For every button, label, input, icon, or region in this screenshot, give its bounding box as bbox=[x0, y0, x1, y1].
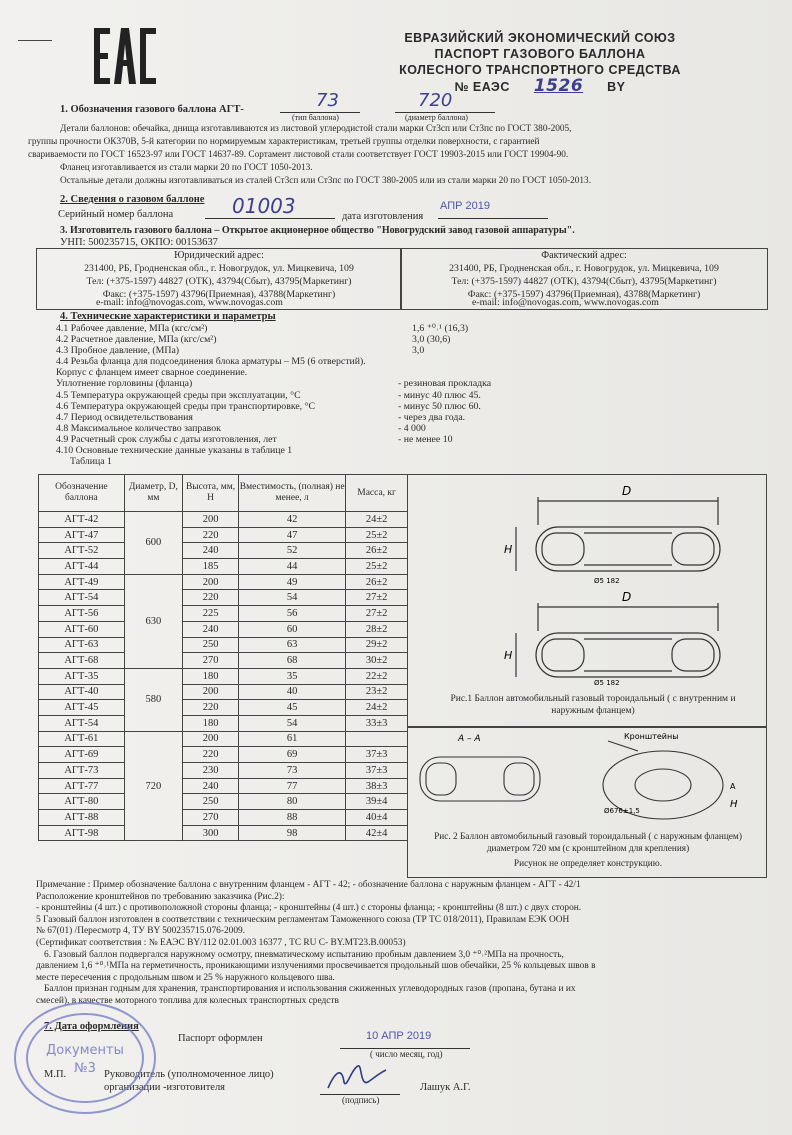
figure2-box bbox=[407, 726, 767, 878]
cell-designation: АГТ-80 bbox=[39, 794, 125, 810]
serial-number: 01003 bbox=[232, 194, 296, 218]
cell-capacity: 47 bbox=[239, 527, 346, 543]
cell-height: 220 bbox=[183, 527, 239, 543]
label-d-top: D bbox=[622, 484, 632, 498]
cell-capacity: 98 bbox=[239, 825, 346, 841]
table-row bbox=[39, 590, 408, 606]
cell-designation: АГТ-54 bbox=[39, 590, 125, 606]
cell-capacity: 63 bbox=[239, 637, 346, 653]
cell-height: 230 bbox=[183, 763, 239, 779]
tech-item-value: - резиновая прокладка bbox=[398, 378, 492, 390]
label-flange-bottom: Ø5 182 bbox=[594, 679, 620, 685]
cell-designation: АГТ-60 bbox=[39, 621, 125, 637]
tech-item bbox=[56, 422, 536, 433]
header-vehicle: КОЛЕСНОГО ТРАНСПОРТНОГО СРЕДСТВА bbox=[399, 63, 681, 77]
manufacture-date-label: дата изготовления bbox=[342, 211, 424, 222]
cell-designation: АГТ-54 bbox=[39, 715, 125, 731]
table-row bbox=[39, 527, 408, 543]
cell-mass bbox=[346, 731, 408, 747]
tech-item bbox=[56, 344, 536, 355]
cell-mass: 38±3 bbox=[346, 778, 408, 794]
note-line: - кронштейны (4 шт.) с противоположной стороны фланца; - кронштейны (4 шт.) с стороны фланца; - кронштейны (8 шт.) с двух сторон. bbox=[36, 903, 582, 914]
cell-height: 185 bbox=[183, 559, 239, 575]
table-row bbox=[39, 668, 408, 684]
unp-okpo: УНП: 500235715, ОКПО: 00153637 bbox=[60, 237, 218, 248]
legal-address-box: Юридический адрес: 231400, РБ, Гродненская обл., г. Новогрудок, ул. Мицкевича, 109 Тел: (+375-1597) 44827 (ОТК), 43794(Сбыт), 43795(Маркетинг) Факс: (+375-1597) 43796(Приемная), 43788(Маркетинг) bbox=[36, 248, 402, 310]
cell-designation: АГТ-42 bbox=[39, 512, 125, 528]
table-row bbox=[39, 763, 408, 779]
cell-diameter: 580 bbox=[124, 668, 182, 731]
cell-designation: АГТ-98 bbox=[39, 825, 125, 841]
tech-item bbox=[56, 389, 536, 400]
cell-mass: 24±2 bbox=[346, 700, 408, 716]
signature-caption: (подпись) bbox=[342, 1095, 380, 1105]
tech-item bbox=[56, 411, 536, 422]
tech-item bbox=[56, 444, 536, 455]
cell-height: 225 bbox=[183, 606, 239, 622]
cell-height: 220 bbox=[183, 700, 239, 716]
figure1-drawing bbox=[408, 475, 766, 685]
table-header-3: Вместимость, (полная) не менее, л bbox=[239, 475, 346, 512]
cell-designation: АГТ-35 bbox=[39, 668, 125, 684]
cell-mass: 40±4 bbox=[346, 810, 408, 826]
cell-capacity: 69 bbox=[239, 747, 346, 763]
label-bracket: Кронштейны bbox=[624, 732, 679, 741]
cell-mass: 27±2 bbox=[346, 606, 408, 622]
cell-height: 300 bbox=[183, 825, 239, 841]
cell-designation: АГТ-49 bbox=[39, 574, 125, 590]
table-row bbox=[39, 684, 408, 700]
eac-logo bbox=[92, 26, 158, 86]
tech-item bbox=[56, 355, 536, 366]
table-row bbox=[39, 747, 408, 763]
figure2-drawing bbox=[408, 727, 766, 827]
label-section-aa: А – А bbox=[458, 734, 481, 744]
header-union: ЕВРАЗИЙСКИЙ ЭКОНОМИЧЕСКИЙ СОЮЗ bbox=[404, 31, 676, 45]
legal-email: e-mail: info@novogas.com, www.novogas.com bbox=[96, 297, 283, 308]
cell-designation: АГТ-52 bbox=[39, 543, 125, 559]
figure2-note: Рисунок не определяет конструкцию. bbox=[513, 859, 663, 869]
cell-height: 220 bbox=[183, 747, 239, 763]
tech-item bbox=[56, 333, 536, 344]
cell-diameter: 720 bbox=[124, 731, 182, 841]
actual-address-box: Фактический адрес: 231400, РБ, Гродненская обл., г. Новогрудок, ул. Мицкевича, 109 Тел: (+375-1597) 44827 (ОТК), 43794(Сбыт), 43795(Маркетинг) Факс: (+375-1597) 43796(Приемная), 43788(Маркетинг) bbox=[400, 248, 768, 310]
cylinder-type-caption: (тип баллона) bbox=[292, 113, 339, 122]
label-h-bottom: H bbox=[504, 649, 513, 662]
legal-address-title: Юридический адрес: bbox=[174, 250, 264, 261]
section2-title: 2. Сведения о газовом баллоне bbox=[60, 194, 205, 205]
table-row bbox=[39, 825, 408, 841]
section1-details: Детали баллонов: обечайка, днища изготавливаются из листовой углеродистой стали марки Ст3сп или Ст3пс по ГОСТ 380-2005, группы прочности ОК370В, 5-й категории по нормируемым характеристикам, третьей группы отделки поверхности, с гарантией свариваемости по ГОСТ 16523-97 или ГОСТ 14637-89. Сортамент листовой стали соответствует ГОСТ 19903-2015 или ГОСТ 19904-90. Фланец изготавливается из стали марки 20 по ГОСТ 1050-2013. Остальные детали должны изготавливаться из сталей Ст3сп или Ст3пс по ГОСТ 380-2005 или из стали марки 20 по ГОСТ 1050-2013. bbox=[28, 124, 592, 186]
table-row bbox=[39, 543, 408, 559]
cell-height: 200 bbox=[183, 574, 239, 590]
cell-mass: 29±2 bbox=[346, 637, 408, 653]
cell-mass: 25±2 bbox=[346, 527, 408, 543]
section1-title: 1. Обозначения газового баллона АГТ- bbox=[60, 104, 244, 115]
signature bbox=[322, 1060, 392, 1096]
tech-item-label: 4.4 Резьба фланца для подсоединения блока арматуры – М5 (6 отверстий). bbox=[56, 356, 366, 368]
note-line: 5 Газовый баллон изготовлен в соответствии с техническим регламентам Таможенного союза (ТР ТС 018/2011), Правилам ЕЭК ООН bbox=[36, 914, 570, 925]
table-header-1: Диаметр, D, мм bbox=[124, 475, 182, 512]
tech-item-value: - через два года. bbox=[398, 411, 466, 423]
tech-item-label: 4.8 Максимальное количество заправок bbox=[56, 422, 221, 434]
tech-item-label: 4.10 Основные технические данные указаны в таблице 1 bbox=[56, 445, 293, 457]
table-row bbox=[39, 637, 408, 653]
tech-item-label: Таблица 1 bbox=[70, 456, 112, 468]
cylinder-diameter-caption: (диаметр баллона) bbox=[405, 113, 468, 122]
cell-capacity: 77 bbox=[239, 778, 346, 794]
cell-diameter: 630 bbox=[124, 574, 182, 668]
tech-item bbox=[56, 366, 536, 377]
head-label-2: организации -изготовителя bbox=[104, 1082, 226, 1093]
cell-mass: 37±3 bbox=[346, 763, 408, 779]
table-header-4: Масса, кг bbox=[346, 475, 408, 512]
cylinder-type-value: 73 bbox=[316, 90, 339, 111]
notes-block bbox=[36, 880, 776, 1008]
note-line: Баллон признан годным для хранения, транспортирования и использования сжиженных углеводородных газов (пропана, бутана и их bbox=[44, 984, 576, 995]
cell-capacity: 49 bbox=[239, 574, 346, 590]
figure2-caption: Рис. 2 Баллон автомобильный газовый тороидальный ( с наружным фланцем) диаметром 720 мм (с кронштейном для крепления) bbox=[434, 832, 742, 854]
cell-mass: 22±2 bbox=[346, 668, 408, 684]
label-h: H bbox=[730, 799, 738, 810]
actual-address-title: Фактический адрес: bbox=[541, 250, 627, 261]
cell-designation: АГТ-56 bbox=[39, 606, 125, 622]
figure1-caption: Рис.1 Баллон автомобильный газовый тороидальный ( с внутренним и наружным фланцем) bbox=[450, 694, 736, 716]
cell-designation: АГТ-44 bbox=[39, 559, 125, 575]
section7-title: 7. Дата оформления bbox=[44, 1021, 139, 1032]
cell-height: 240 bbox=[183, 543, 239, 559]
cell-designation: АГТ-40 bbox=[39, 684, 125, 700]
figure1-box bbox=[407, 474, 767, 728]
cell-designation: АГТ-45 bbox=[39, 700, 125, 716]
tech-item-value: - 4 000 bbox=[398, 422, 426, 434]
tech-item-label: 4.6 Температура окружающей среды при транспортировке, °С bbox=[56, 400, 316, 412]
header-passport: ПАСПОРТ ГАЗОВОГО БАЛЛОНА bbox=[434, 47, 646, 61]
stamp-number: №3 bbox=[74, 1061, 96, 1076]
cell-capacity: 40 bbox=[239, 684, 346, 700]
tech-item-label: 4.7 Период освидетельствования bbox=[56, 411, 193, 423]
cell-capacity: 73 bbox=[239, 763, 346, 779]
note-line: месте пересечения с продольным швом и 25 % наружного кольцевого шва. bbox=[36, 972, 335, 983]
corner-mark bbox=[18, 40, 52, 41]
tech-item-label: 4.9 Расчетный срок службы с даты изготовления, лет bbox=[56, 433, 277, 445]
tech-item-value: 3,0 bbox=[412, 345, 425, 357]
cell-capacity: 44 bbox=[239, 559, 346, 575]
tech-item-value: - минус 40 плюс 45. bbox=[398, 389, 481, 401]
cell-mass: 26±2 bbox=[346, 543, 408, 559]
cell-mass: 37±3 bbox=[346, 747, 408, 763]
cell-height: 240 bbox=[183, 778, 239, 794]
signer-name: Лашук А.Г. bbox=[420, 1082, 471, 1093]
cell-capacity: 88 bbox=[239, 810, 346, 826]
cell-capacity: 54 bbox=[239, 715, 346, 731]
cell-mass: 26±2 bbox=[346, 574, 408, 590]
cell-capacity: 45 bbox=[239, 700, 346, 716]
manufacture-date-stamp: АПР 2019 bbox=[440, 200, 490, 212]
tech-item bbox=[56, 433, 536, 444]
cell-height: 180 bbox=[183, 715, 239, 731]
cell-height: 270 bbox=[183, 653, 239, 669]
cell-height: 200 bbox=[183, 512, 239, 528]
head-label-1: Руководитель (уполномоченное лицо) bbox=[104, 1069, 274, 1080]
tech-item-label: Уплотнение горловины (фланца) bbox=[56, 378, 193, 390]
tech-item-value: 3,0 (30,6) bbox=[412, 334, 451, 346]
table-row bbox=[39, 653, 408, 669]
issue-date-caption: ( число месяц, год) bbox=[370, 1049, 443, 1059]
cell-designation: АГТ-88 bbox=[39, 810, 125, 826]
spec-table bbox=[38, 474, 408, 841]
cell-height: 200 bbox=[183, 684, 239, 700]
cell-diameter: 600 bbox=[124, 512, 182, 575]
label-d-bottom: D bbox=[622, 590, 632, 604]
tech-item bbox=[56, 322, 536, 333]
note-line: № 67(01) /Пересмотр 4, ТУ BY 500235715.076-2009. bbox=[36, 926, 246, 937]
tech-characteristics bbox=[56, 322, 536, 466]
table-row bbox=[39, 778, 408, 794]
table-row bbox=[39, 621, 408, 637]
cell-capacity: 60 bbox=[239, 621, 346, 637]
cell-capacity: 54 bbox=[239, 590, 346, 606]
cell-designation: АГТ-77 bbox=[39, 778, 125, 794]
cell-capacity: 35 bbox=[239, 668, 346, 684]
note-line: Расположение кронштейнов по требованию заказчика (Рис.2): bbox=[36, 891, 285, 902]
cell-designation: АГТ-68 bbox=[39, 653, 125, 669]
header-number: № ЕАЭС 1526 BY bbox=[454, 76, 626, 96]
cell-designation: АГТ-47 bbox=[39, 527, 125, 543]
cell-mass: 27±2 bbox=[346, 590, 408, 606]
label-h-top: H bbox=[504, 543, 513, 556]
document-header bbox=[340, 30, 740, 95]
label-a: А bbox=[730, 782, 736, 791]
cell-height: 240 bbox=[183, 621, 239, 637]
tech-item-label: Корпус с фланцем имеет сварное соединение. bbox=[56, 367, 248, 379]
tech-item-value: - минус 50 плюс 60. bbox=[398, 400, 481, 412]
cell-designation: АГТ-69 bbox=[39, 747, 125, 763]
cell-height: 270 bbox=[183, 810, 239, 826]
actual-email: e-mail: info@novogas.com, www.novogas.com bbox=[472, 297, 659, 308]
note-line: Примечание : Пример обозначение баллона с внутренним фланцем - АГТ - 42; - обозначение баллона с наружным фланцем - АГТ - 42/1 bbox=[36, 880, 581, 890]
cell-mass: 23±2 bbox=[346, 684, 408, 700]
cell-capacity: 61 bbox=[239, 731, 346, 747]
cell-capacity: 56 bbox=[239, 606, 346, 622]
table-header-0: Обозначение баллона bbox=[39, 475, 125, 512]
tech-item bbox=[56, 400, 536, 411]
table-header-2: Высота, мм, Н bbox=[183, 475, 239, 512]
cell-mass: 30±2 bbox=[346, 653, 408, 669]
cell-height: 250 bbox=[183, 794, 239, 810]
cell-capacity: 42 bbox=[239, 512, 346, 528]
tech-item-label: 4.5 Температура окружающей среды при эксплуатации, °С bbox=[56, 389, 301, 401]
section4-title: 4. Технические характеристики и параметры bbox=[60, 311, 276, 322]
tech-item bbox=[56, 377, 536, 388]
tech-item-value: - не менее 10 bbox=[398, 433, 453, 445]
stamp-text: Документы bbox=[46, 1043, 124, 1058]
cell-capacity: 68 bbox=[239, 653, 346, 669]
cell-designation: АГТ-73 bbox=[39, 763, 125, 779]
tech-item bbox=[56, 455, 536, 466]
serial-label: Серийный номер баллона bbox=[58, 209, 174, 220]
tech-item-label: 4.2 Расчетное давление, МПа (кгс/см²) bbox=[56, 334, 217, 346]
cell-height: 250 bbox=[183, 637, 239, 653]
cell-height: 220 bbox=[183, 590, 239, 606]
cell-mass: 24±2 bbox=[346, 512, 408, 528]
label-dimension: Ø676±1,5 bbox=[604, 807, 640, 815]
cell-designation: АГТ-61 bbox=[39, 731, 125, 747]
table-row bbox=[39, 715, 408, 731]
table-row bbox=[39, 606, 408, 622]
cell-mass: 42±4 bbox=[346, 825, 408, 841]
note-line: 6. Газовый баллон подвергался наружному осмотру, пневматическому испытанию пробным давлением 3,0 ⁺⁰˒²МПа на прочность, bbox=[44, 949, 564, 960]
cell-capacity: 80 bbox=[239, 794, 346, 810]
passport-number: 1526 bbox=[533, 76, 584, 96]
note-line: (Сертификат соответствия : № ЕАЭС BY/112 02.01.003 16377 , ТС RU С- BY.МТ23.В.00053) bbox=[36, 937, 406, 948]
label-flange-top: Ø5 182 bbox=[594, 577, 620, 585]
table-row bbox=[39, 574, 408, 590]
tech-item-label: 4.3 Пробное давление, (МПа) bbox=[56, 345, 180, 357]
note-line: давлением 1,6 ⁺⁰˒¹МПа на герметичность, проникающими излучениями просвечивается продольный шов обечайки, 25 % кольцевых швов в bbox=[36, 961, 596, 972]
passport-issued-label: Паспорт оформлен bbox=[178, 1033, 263, 1044]
issue-date-stamp: 10 АПР 2019 bbox=[366, 1030, 432, 1042]
table-row bbox=[39, 559, 408, 575]
company-stamp bbox=[10, 998, 160, 1118]
cylinder-diameter-value: 720 bbox=[418, 90, 453, 111]
cell-mass: 25±2 bbox=[346, 559, 408, 575]
table-row bbox=[39, 731, 408, 747]
cell-height: 180 bbox=[183, 668, 239, 684]
table-row bbox=[39, 794, 408, 810]
stamp-place-label: М.П. bbox=[44, 1069, 67, 1080]
cell-mass: 28±2 bbox=[346, 621, 408, 637]
manufacturer-line: 3. Изготовитель газового баллона – Открытое акционерное общество "Новогрудский завод газовой аппаратуры". bbox=[60, 225, 575, 236]
table-row bbox=[39, 700, 408, 716]
table-row bbox=[39, 512, 408, 528]
cell-height: 200 bbox=[183, 731, 239, 747]
cell-designation: АГТ-63 bbox=[39, 637, 125, 653]
tech-item-label: 4.1 Рабочее давление, МПа (кгс/см²) bbox=[56, 323, 208, 334]
cell-capacity: 52 bbox=[239, 543, 346, 559]
note-line: смесей), в качестве моторного топлива для колесных транспортных средств bbox=[36, 995, 339, 1006]
tech-item-value: 1,6 ⁺⁰˒¹ (16,3) bbox=[412, 323, 469, 334]
cell-mass: 39±4 bbox=[346, 794, 408, 810]
cell-mass: 33±3 bbox=[346, 715, 408, 731]
table-row bbox=[39, 810, 408, 826]
